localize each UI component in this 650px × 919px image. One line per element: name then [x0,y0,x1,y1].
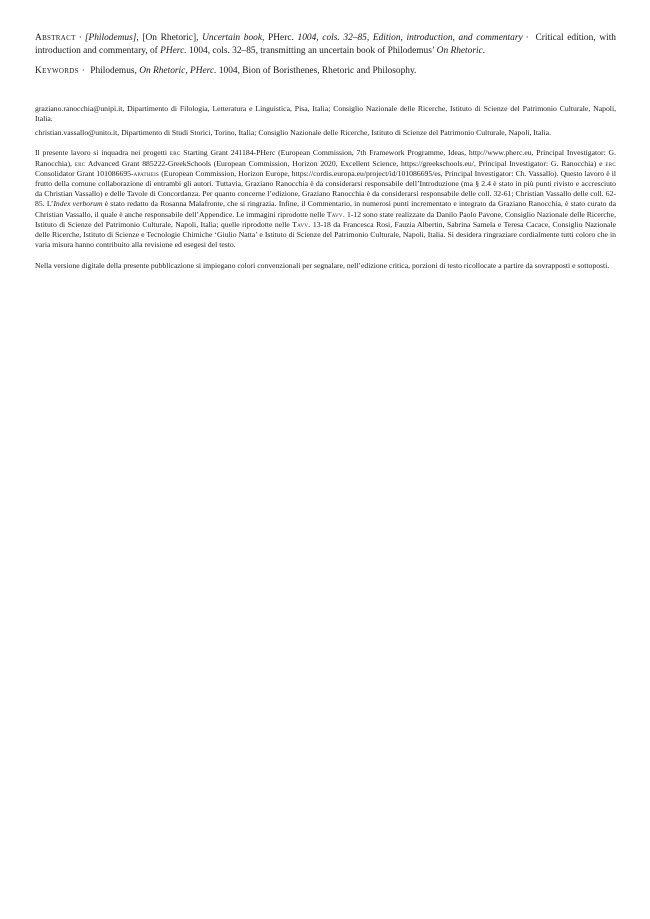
acknowledgements-paragraph [35,148,616,250]
abstract-body-part: 1004, cols. 32–85, transmitting an uncertain book of Philodemus’ [186,45,437,56]
abstract-paragraph [35,32,616,57]
abstract-body-part: . [482,45,486,56]
keywords-paragraph [35,65,616,78]
abstract-separator: · [525,33,529,43]
ack-acronym: erc [605,159,616,168]
ack-text: 1-12 sono state realizzate da Danilo Paolo Pavone, Consiglio Nazionale delle Ricerche, Istituto di Scienze del Patrimonio Culturale, Napoli, Italia; quelle riprodotte nelle [35,209,616,229]
abstract-title-part: , Uncertain book, [196,33,265,43]
affiliation-vassallo: christian.vassallo@unito.it, Dipartimento di Studi Storici, Torino, Italia; Consiglio Nazionale delle Ricerche, Istituto di Scienze del Patrimonio Culturale, Napoli, Italia. [35,128,552,138]
abstract-body-part: On Rhetoric [436,45,483,56]
abstract-separator: · [78,33,82,43]
abstract-label: Abstract [35,33,76,43]
abstract-title-part: , [On Rhetoric] [136,33,197,43]
ack-acronym: erc [74,159,86,168]
keywords-part: PHerc. [190,66,217,77]
affiliation-ranocchia: graziano.ranocchia@unipi.it, Dipartimento di Filologia, Letteratura e Linguistica, Pisa, Italia; Consiglio Nazionale delle Ricerche, Istituto di Scienze del Patrimonio Culturale, Napoli, Italia. [35,103,616,123]
ack-text: Starting Grant 241184-PHerc (European Commission, 7th Framework Programme, Ideas, http://www.pherc.eu, Principal Investigator: G. Ranocchia), [35,148,616,168]
keywords-part: On Rhetoric [139,66,186,77]
keywords-part: , [185,66,190,77]
ack-text: Advanced Grant 885222-GreekSchools (European Commission, Horizon 2020, Excellent Science, https://greekschools.eu/, Principal Investigator: G. Ranocchia) e [85,158,606,168]
abstract-body-part: Critical edition, with introduction and commentary, of [35,33,616,56]
document-page [35,32,616,272]
ack-text: è stato redatto da Rosanna Malafronte, che si ringrazia. Infine, il Commentario, in numerosi punti incrementato e integrato da Graziano Ranocchia, è stato curato da Christian Vassallo, il quale è anche responsabile dell’Appendice. Le immagini riprodotte nelle [35,199,616,219]
abstract-title-part: PHerc. [264,33,294,43]
keywords-part: 1004, Bion of Boristhenes, Rhetoric and Philosophy. [216,66,417,77]
ack-text: Consolidator Grant 101086695- [35,168,134,178]
keywords-part: Philodemus, [87,66,140,77]
ack-text: Il presente lavoro si inquadra nei progetti [35,148,170,158]
ack-text: (European Commission, Horizon Europe, https://cordis.europa.eu/project/id/101086695/es, Principal Investigator: Ch. Vassallo). Questo lavoro è il frutto della comune collaborazione di entrambi gli autori. Tuttavia, Graziano Ranocchia è da considerarsi responsabile dell’Introduzione (ma § 2.4 è stato in più punti rivisto e accresciuto da Christian Vassallo) e delle Tavole di Concordanza. Per quanto concerne l’edizione, Graziano Ranocchia è da considerarsi responsabile delle coll. 32-61; Christian Vassallo delle coll. 62-85. L’ [35,168,617,209]
keywords-separator: · [81,66,85,77]
ack-smallcaps: Tavv. [326,209,346,219]
ack-italic: Index verborum [53,199,103,209]
abstract-title-part: 1004, cols. 32–85, Edition, introduction, and commentary [293,33,523,43]
keywords-label: Keywords [35,66,79,77]
ack-smallcaps: Tavv. [292,219,311,229]
digital-version-note: Nella versione digitale della presente pubblicazione si impiegano colori convenzionali per segnalare, nell’edizione critica, porzioni di testo ricollocate a partire da sovrapposti e sottoposti. [35,261,610,271]
ack-text: 13-18 da Francesca Rosi, Fauzia Albertin, Sabrina Samela e Teresa Cacace, Consiglio Nazionale delle Ricerche, Istituto di Scienze e Tecnologie Chimiche ‘Giulio Natta’ e Istituto di Scienze del Patrimonio Culturale, Napoli, Italia. Si desidera ringraziare cordialmente tutti coloro che in varia misura hanno contribuito alla revisione ed esegesi del testo. [35,219,616,250]
ack-acronym: erc [169,149,181,158]
abstract-title-part: [Philodemus] [84,33,137,43]
ack-acronym: apatheis [133,169,160,178]
abstract-body-part: PHerc. [160,45,187,56]
